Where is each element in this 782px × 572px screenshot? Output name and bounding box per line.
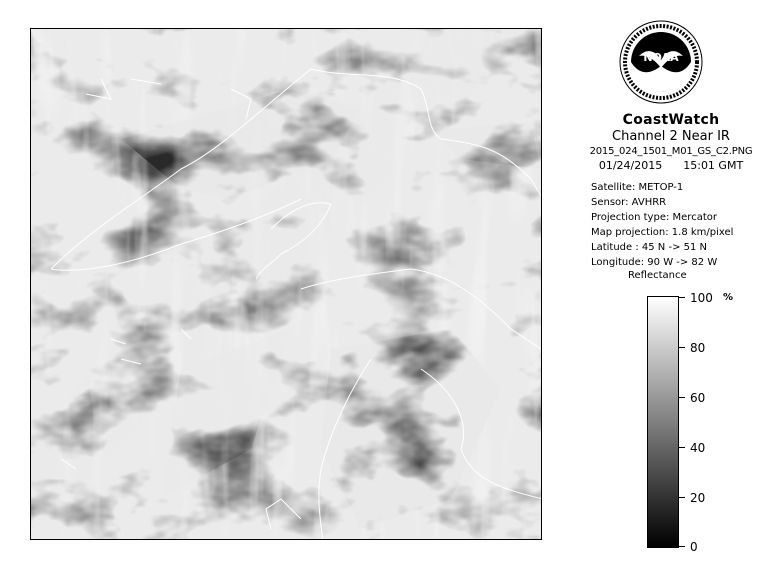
- colorbar-tick: [679, 347, 685, 348]
- colorbar-tick-label: 0: [690, 540, 698, 554]
- metadata-row: [591, 195, 733, 210]
- info-panel: [560, 112, 782, 172]
- colorbar-tick-label: 80: [690, 341, 706, 355]
- metadata-row: [591, 240, 733, 255]
- metadata-label: Map projection:: [591, 227, 669, 238]
- colorbar-tick-label: 60: [690, 391, 706, 405]
- colorbar-tick: [679, 497, 685, 498]
- metadata-label: Satellite:: [591, 182, 636, 193]
- metadata-value: 90 W -> 82 W: [647, 257, 718, 268]
- metadata-value: AVHRR: [631, 197, 667, 208]
- colorbar-tick-label: 20: [690, 491, 706, 505]
- metadata-list: [591, 180, 733, 270]
- channel-subtitle: Channel 2 Near IR: [612, 129, 730, 144]
- colorbar-label: Reflectance: [628, 270, 687, 281]
- metadata-value: METOP-1: [638, 182, 684, 193]
- colorbar-tick-label: 40: [690, 441, 706, 455]
- colorbar-tick-label: 100: [690, 291, 713, 305]
- colorbar-tick: [679, 397, 685, 398]
- metadata-row: [591, 180, 733, 195]
- colorbar-tick: [679, 447, 685, 448]
- filename: 2015_024_1501_M01_GS_C2.PNG: [589, 146, 753, 157]
- satellite-image: [30, 28, 542, 540]
- datetime: [560, 159, 782, 172]
- metadata-row: [591, 210, 733, 225]
- metadata-row: [591, 225, 733, 240]
- metadata-label: Projection type:: [591, 212, 670, 223]
- logo-text: NOAA: [643, 51, 679, 64]
- metadata-value: Mercator: [672, 212, 717, 223]
- metadata-row: [591, 255, 733, 270]
- satellite-image-canvas: [31, 29, 542, 540]
- metadata-label: Longitude:: [591, 257, 645, 268]
- noaa-logo: [619, 20, 703, 104]
- date: 01/24/2015: [598, 159, 663, 172]
- metadata-label: Sensor:: [591, 197, 629, 208]
- colorbar: [647, 296, 679, 548]
- app-title: CoastWatch: [622, 112, 720, 128]
- time: 15:01 GMT: [683, 159, 744, 172]
- metadata-value: 1.8 km/pixel: [671, 227, 734, 238]
- colorbar-tick: [679, 546, 685, 547]
- metadata-label: Latitude :: [591, 242, 639, 253]
- colorbar-unit: %: [723, 292, 734, 303]
- metadata-value: 45 N -> 51 N: [641, 242, 708, 253]
- colorbar-tick: [679, 297, 685, 298]
